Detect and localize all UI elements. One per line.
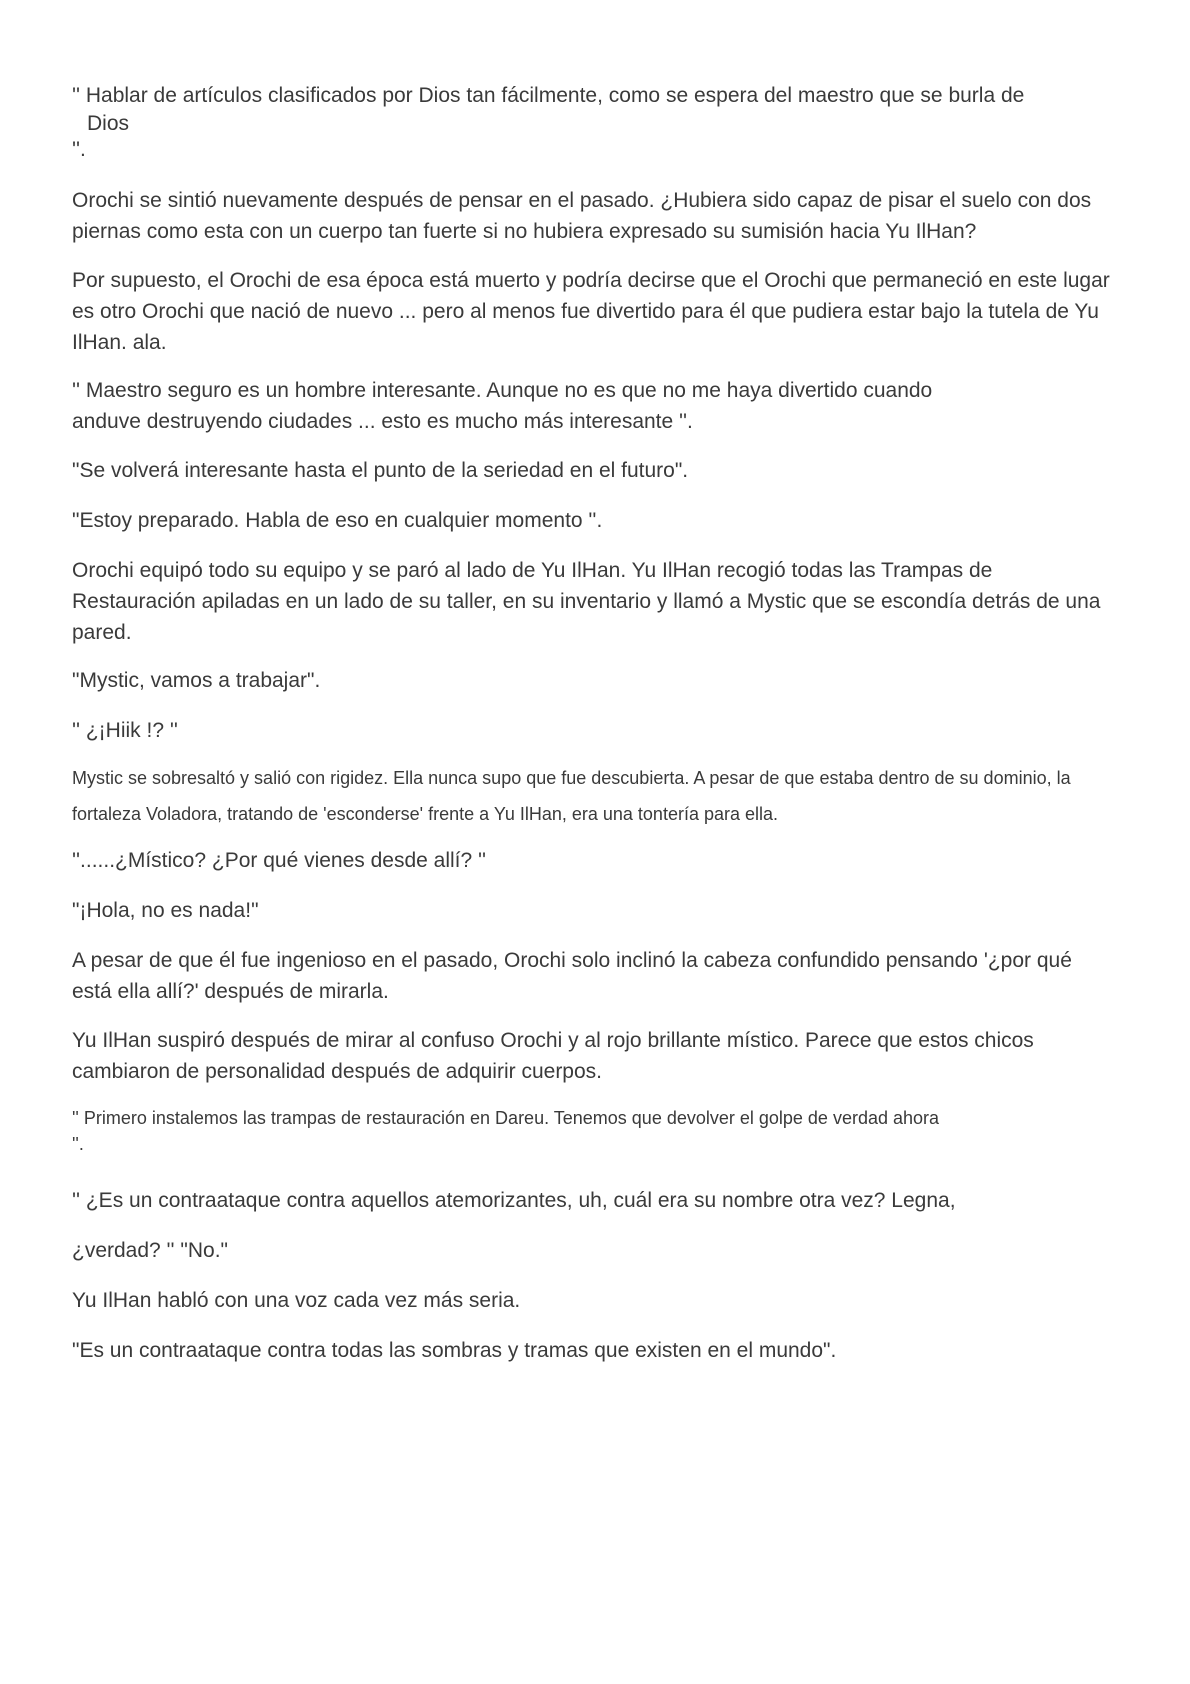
paragraph-8: "Mystic, vamos a trabajar". (72, 669, 321, 692)
paragraph-3: Por supuesto, el Orochi de esa época está muerto y podría decirse que el Orochi que permaneció en este lugar es otro Orochi que nació de nuevo ... pero al menos fue divertido para él que pudiera estar bajo la tutela de Yu IlHan. ala. (72, 269, 1110, 354)
paragraph-4 (72, 375, 1112, 437)
paragraph-16: '' ¿Es un contraataque contra aquellos atemorizantes, uh, cuál era su nombre otra vez? Legna, (72, 1189, 956, 1212)
paragraph-5: "Se volverá interesante hasta el punto de la seriedad en el futuro". (72, 459, 689, 482)
paragraph-7: Orochi equipó todo su equipo y se paró al lado de Yu IlHan. Yu IlHan recogió todas las Trampas de Restauración apiladas en un lado de su taller, en su inventario y llamó a Mystic que se escondía detrás de una pared. (72, 559, 1101, 644)
paragraph-1-line-3: ''. (72, 138, 86, 161)
paragraph-18: Yu IlHan habló con una voz cada vez más seria. (72, 1289, 521, 1312)
paragraph-1 (72, 80, 1112, 163)
paragraph-1-line-1: '' Hablar de artículos clasificados por Dios tan fácilmente, como se espera del maestro que se burla de (72, 84, 1025, 107)
paragraph-17: ¿verdad? '' "No." (72, 1239, 228, 1262)
paragraph-4-line-2: anduve destruyendo ciudades ... esto es mucho más interesante ''. (72, 410, 693, 433)
paragraph-11: ''......¿Místico? ¿Por qué vienes desde allí? '' (72, 849, 487, 872)
paragraph-12: "¡Hola, no es nada!" (72, 899, 259, 922)
paragraph-10: Mystic se sobresaltó y salió con rigidez. Ella nunca supo que fue descubierta. A pesar de que estaba dentro de su dominio, la fortaleza Voladora, tratando de 'esconderse' frente a Yu IlHan, era una tontería para ella. (72, 768, 1071, 824)
paragraph-2: Orochi se sintió nuevamente después de pensar en el pasado. ¿Hubiera sido capaz de pisar el suelo con dos piernas como esta con un cuerpo tan fuerte si no hubiera expresado su sumisión hacia Yu IlHan? (72, 189, 1092, 243)
paragraph-15-line-1: '' Primero instalemos las trampas de restauración en Dareu. Tenemos que devolver el golpe de verdad ahora (72, 1108, 940, 1128)
paragraph-13: A pesar de que él fue ingenioso en el pasado, Orochi solo inclinó la cabeza confundido pensando '¿por qué está ella allí?' después de mirarla. (72, 949, 1072, 1003)
paragraph-15 (72, 1103, 1112, 1155)
paragraph-14: Yu IlHan suspiró después de mirar al confuso Orochi y al rojo brillante místico. Parece que estos chicos cambiaron de personalidad después de adquirir cuerpos. (72, 1029, 1034, 1083)
paragraph-1-line-2: Dios (87, 112, 130, 135)
paragraph-6: "Estoy preparado. Habla de eso en cualquier momento ''. (72, 509, 603, 532)
paragraph-19: "Es un contraataque contra todas las sombras y tramas que existen en el mundo". (72, 1339, 837, 1362)
paragraph-4-line-1: '' Maestro seguro es un hombre interesante. Aunque no es que no me haya divertido cuando (72, 379, 933, 402)
paragraph-9: '' ¿¡Hiik !? '' (72, 719, 178, 742)
paragraph-15-line-2: ''. (72, 1134, 84, 1154)
